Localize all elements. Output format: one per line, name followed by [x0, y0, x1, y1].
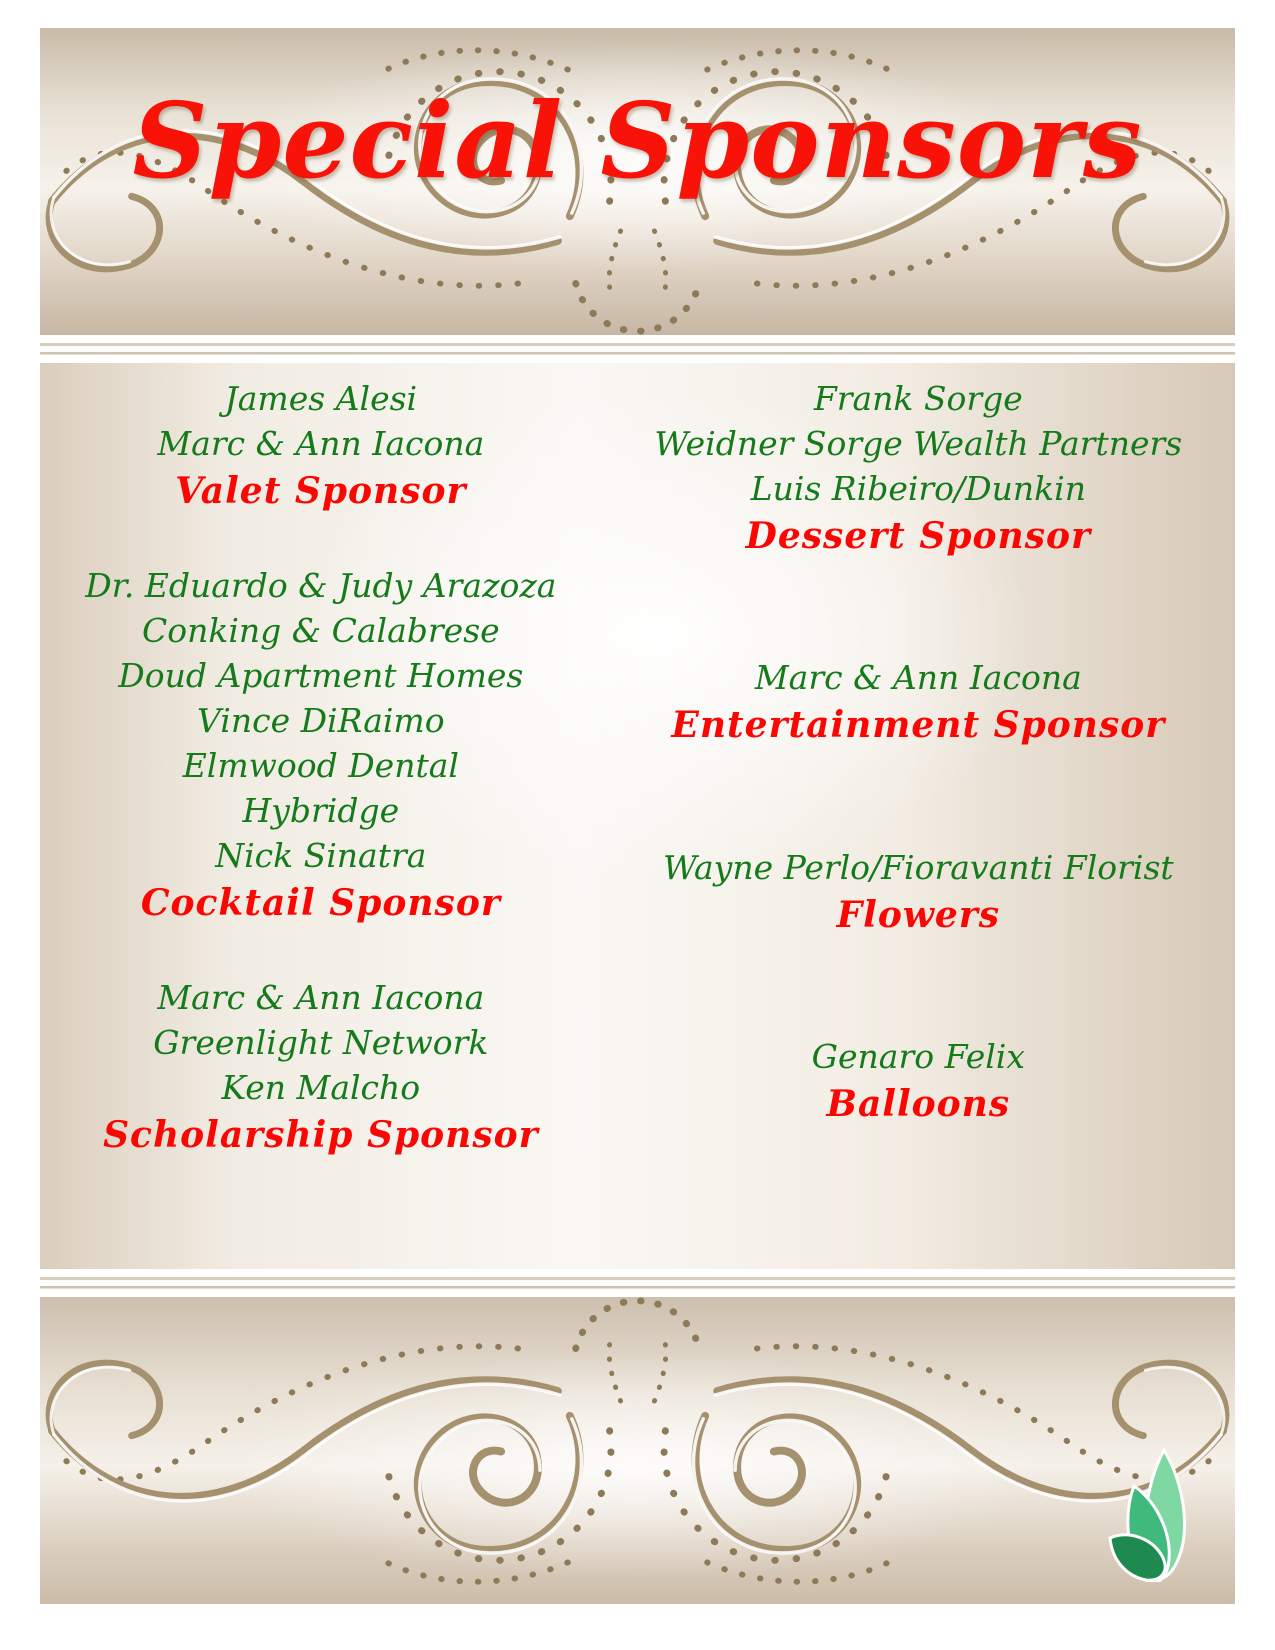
- sponsor-name: Ken Malcho: [221, 1067, 421, 1107]
- sponsor-name: Elmwood Dental: [182, 745, 459, 785]
- sponsor-group: [40, 377, 602, 516]
- right-column: [602, 363, 1235, 1269]
- sponsor-group: [40, 976, 602, 1160]
- left-column: [40, 363, 602, 1269]
- sponsor-name: Hybridge: [242, 790, 400, 830]
- sponsor-name: Marc & Ann Iacona: [157, 978, 485, 1018]
- footer-banner: [40, 1297, 1235, 1604]
- bottom-divider: [40, 1269, 1235, 1297]
- sponsor-name: Genaro Felix: [811, 1037, 1025, 1077]
- sponsor-group: [40, 564, 602, 928]
- sponsor-category-label: Flowers: [836, 893, 1000, 936]
- sponsor-group: [602, 377, 1235, 561]
- sponsor-name: Luis Ribeiro/Dunkin: [750, 468, 1086, 508]
- sponsor-group: [602, 1035, 1235, 1130]
- sponsor-category-label: Scholarship Sponsor: [103, 1113, 539, 1156]
- sponsor-category-label: Balloons: [826, 1083, 1011, 1126]
- header-banner: [40, 28, 1235, 335]
- three-leaf-logo-icon: [1108, 1446, 1190, 1582]
- sponsor-category-label: Valet Sponsor: [175, 469, 467, 512]
- sponsor-name: Greenlight Network: [153, 1023, 489, 1063]
- sponsor-name: Marc & Ann Iacona: [157, 423, 485, 463]
- sponsor-name: Marc & Ann Iacona: [754, 658, 1082, 698]
- footer-flourish-icon: [40, 1297, 1235, 1604]
- sponsor-name: Conking & Calabrese: [141, 611, 500, 651]
- sponsor-name: James Alesi: [224, 379, 418, 418]
- sponsor-group: [602, 656, 1235, 751]
- sponsor-name: Nick Sinatra: [215, 835, 427, 875]
- sponsor-name: Vince DiRaimo: [197, 701, 445, 741]
- sponsor-name: Doud Apartment Homes: [118, 656, 524, 696]
- sponsor-category-label: Cocktail Sponsor: [140, 881, 501, 924]
- sponsor-name: Wayne Perlo/Fioravanti Florist: [662, 847, 1174, 887]
- sponsor-category-label: Dessert Sponsor: [745, 514, 1091, 557]
- sponsor-category-label: Entertainment Sponsor: [671, 704, 1166, 747]
- sponsor-group: [602, 846, 1235, 941]
- top-divider: [40, 335, 1235, 363]
- page-title: Special Sponsors: [132, 79, 1143, 202]
- sponsor-list-area: [40, 363, 1235, 1269]
- sponsor-name: Frank Sorge: [813, 379, 1023, 418]
- sponsor-name: Dr. Eduardo & Judy Arazoza: [85, 566, 557, 606]
- sponsor-name: Weidner Sorge Wealth Partners: [654, 423, 1183, 463]
